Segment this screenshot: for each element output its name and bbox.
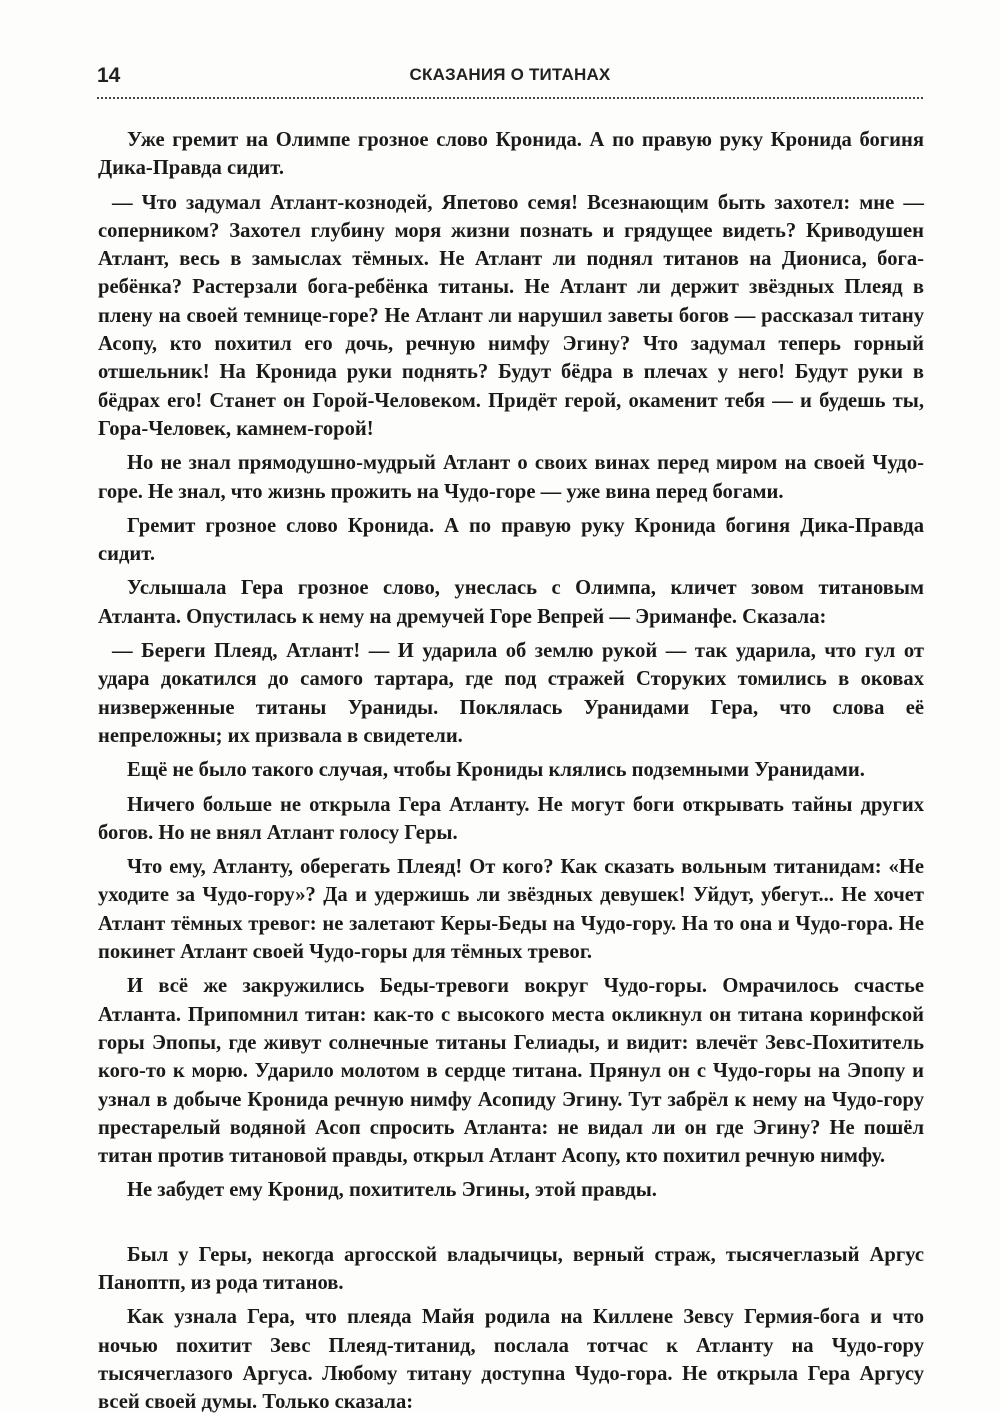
paragraph: Услышала Гера грозное слово, унеслась с Олимпа, кличет зовом титановым Атланта. Опустилась к нему на дремучей Горе Вепрей — Эриманфе. Сказала:	[98, 577, 924, 628]
paragraph: Был у Геры, некогда аргосской владычицы, верный страж, тысячеглазый Аргус Паноптп, из рода титанов.	[98, 1243, 924, 1294]
paragraph: Не забудет ему Кронид, похититель Эгины, этой правды.	[127, 1179, 657, 1202]
paragraph: И всё же закружились Беды-тревоги вокруг Чудо-горы. Омрачилось счастье Атланта. Припомнил титан: как-то с высокого места окликнул он титана коринфской горы Эпопы, где живут солнечные титаны Гелиады, и видит: влечёт Зевс-Похититель кого-то к морю. Ударило молотом в сердце титана. Прянул он с Чудо-горы на Эпопу и узнал в добыче Кронида речную нимфу Асопиду Эгину. Тут забрёл к нему на Чудо-гору престарелый водяной Асоп спросить Атланта: не видал ли он где Эгину? Не пошёл титан против титановой правды, открыл Атлант Асопу, кто похитил речную нимфу.	[98, 975, 924, 1168]
page-number: 14	[97, 64, 121, 87]
paragraph: Что ему, Атланту, оберегать Плеяд! От кого? Как сказать вольным титанидам: «Не уходите за Чудо-гору»? Да и удержишь ли звёздных девушек! Уйдут, убегут... Не хочет Атлант тёмных тревог: не залетают Керы-Беды на Чудо-гору. На то она и Чудо-гора. Не покинет Атлант своей Чудо-горы для тёмных тревог.	[98, 856, 924, 964]
paragraph: Но не знал прямодушно-мудрый Атлант о своих винах перед миром на своей Чудо-горе. Не знал, что жизнь прожить на Чудо-горе — уже вина перед богами.	[98, 452, 924, 503]
paragraph: Уже гремит на Олимпе грозное слово Кронида. А по правую руку Кронида богиня Дика-Правда сидит.	[98, 129, 924, 180]
page-header	[97, 62, 923, 96]
paragraph: Как узнала Гера, что плеяда Майя родила на Киллене Зевсу Гермия-бога и что ночью похитит Зевс Плеяд-титанид, послала тотчас к Атланту на Чудо-гору тысячеглазого Аргуса. Любому титану доступна Чудо-гора. Не открыла Гера Аргусу всей своей думы. Только сказала:	[98, 1306, 924, 1414]
paragraph: Гремит грозное слово Кронида. А по правую руку Кронида богиня Дика-Правда сидит.	[98, 514, 924, 566]
paragraph: — Береги Плеяд, Атлант! — И ударила об землю рукой — так ударила, что гул от удара докатился до самого тартара, где под стражей Сторуких томились в оковах низверженные титаны Ураниды. Поклялась Уранидами Гера, что слова её непреложны; их призвала в свидетели.	[98, 640, 924, 747]
paragraph: Ничего больше не открыла Гера Атланту. Не могут боги открывать тайны других богов. Но не внял Атлант голосу Геры.	[98, 793, 924, 844]
running-title: СКАЗАНИЯ О ТИТАНАХ	[409, 65, 611, 84]
header-divider	[97, 97, 923, 99]
body-text	[98, 126, 924, 1422]
section-break	[98, 1211, 924, 1241]
paragraph: — Что задумал Атлант-кознодей, Япетово семя! Всезнающим быть захотел: мне — соперником? Захотел глубину моря жизни познать и грядущее видеть? Криводушен Атлант, весь в замыслах тёмных. Не Атлант ли поднял титанов на Диониса, бога-ребёнка? Растерзали бога-ребёнка титаны. Не Атлант ли держит звёздных Плеяд в плену на своей темнице-горе? Не Атлант ли нарушил заветы богов — рассказал титану Асопу, кто похитил его дочь, речную нимфу Эгину? Что задумал теперь горный отшельник! На Кронида руки поднять? Будут бёдра в плечах у него! Будут руки в бёдрах его! Станет он Горой-Человеком. Придёт герой, окаменит тебя — и будешь ты, Гора-Человек, камнем-горой!	[98, 191, 924, 440]
paragraph: Ещё не было такого случая, чтобы Крониды клялись подземными Уранидами.	[127, 759, 865, 782]
